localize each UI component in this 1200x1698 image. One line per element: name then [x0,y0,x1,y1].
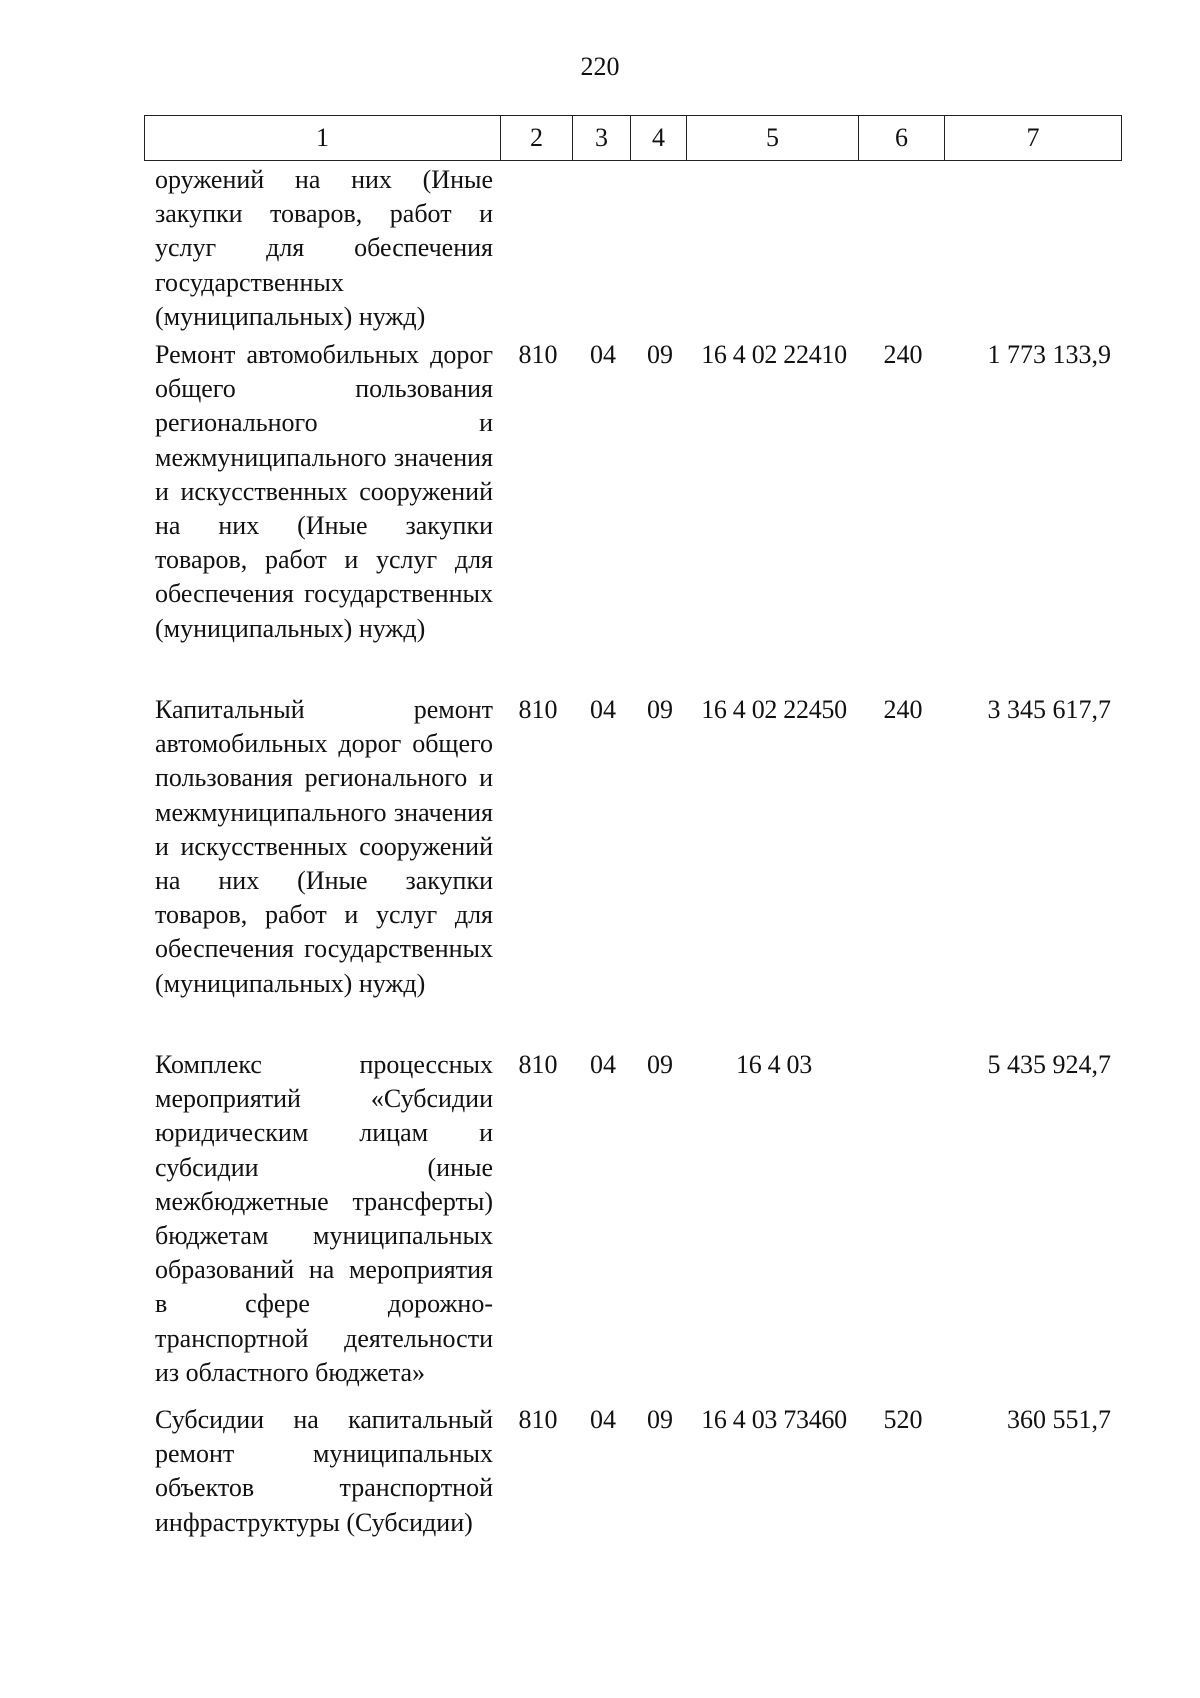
cell-col-2: 810 [518,1405,558,1434]
row-description: Субсидии на капитальный ремонт муниципальных объектов транспортной инфраструктуры (Субсидии) [155,1405,493,1537]
cell-col-4: 09 [647,695,673,724]
row-description: Капитальный ремонт автомобильных дорог общего пользования регионального и межмуниципального значения и искусственных сооружений на них (Иные закупки товаров, работ и услуг для обеспечения государственных (муниципальных) нужд) [155,695,493,998]
cell-col-3: 04 [590,1050,616,1079]
header-col-1: 1 [145,116,501,161]
page-number: 220 [580,52,620,81]
cell-col-7: 5 435 924,7 [987,1050,1111,1079]
cell-col-4: 09 [647,1405,673,1434]
cell-col-4: 09 [647,1050,673,1079]
cell-col-4: 09 [647,340,673,369]
cell-col-6: 240 [883,340,923,369]
cell-col-6: 240 [883,695,923,724]
header-col-4: 4 [631,116,687,161]
column-header-table [144,115,1122,161]
cell-col-2: 810 [518,695,558,724]
cell-col-5: 16 4 03 [736,1050,812,1079]
row-description: Ремонт автомобильных дорог общего пользования регионального и межмуниципального значения и искусственных сооружений на них (Иные закупки товаров, работ и услуг для обеспечения государственных (муниципальных) нужд) [155,340,493,643]
cell-col-7: 3 345 617,7 [987,695,1111,724]
header-row [145,116,1122,161]
cell-col-3: 04 [590,1405,616,1434]
cell-col-7: 360 551,7 [1007,1405,1111,1434]
cell-col-5: 16 4 02 22410 [701,340,847,369]
cell-col-5: 16 4 02 22450 [701,695,847,724]
header-col-3: 3 [573,116,631,161]
row-description: Комплекс процессных мероприятий «Субсидии юридическим лицам и субсидии (иные межбюджетные трансферты) бюджетам муниципальных образований на мероприятия в сфере дорожно-транспортной деятельности из областного бюджета» [155,1050,493,1387]
cell-col-6: 520 [883,1405,923,1434]
cell-col-3: 04 [590,695,616,724]
cell-col-7: 1 773 133,9 [987,340,1111,369]
cell-col-3: 04 [590,340,616,369]
header-col-6: 6 [859,116,945,161]
row-description: оружений на них (Иные закупки товаров, работ и услуг для обеспечения государственных (муниципальных) нужд) [155,165,493,331]
header-col-7: 7 [945,116,1122,161]
header-col-2: 2 [501,116,573,161]
cell-col-2: 810 [518,340,558,369]
header-col-5: 5 [687,116,859,161]
cell-col-2: 810 [518,1050,558,1079]
cell-col-5: 16 4 03 73460 [701,1405,847,1434]
